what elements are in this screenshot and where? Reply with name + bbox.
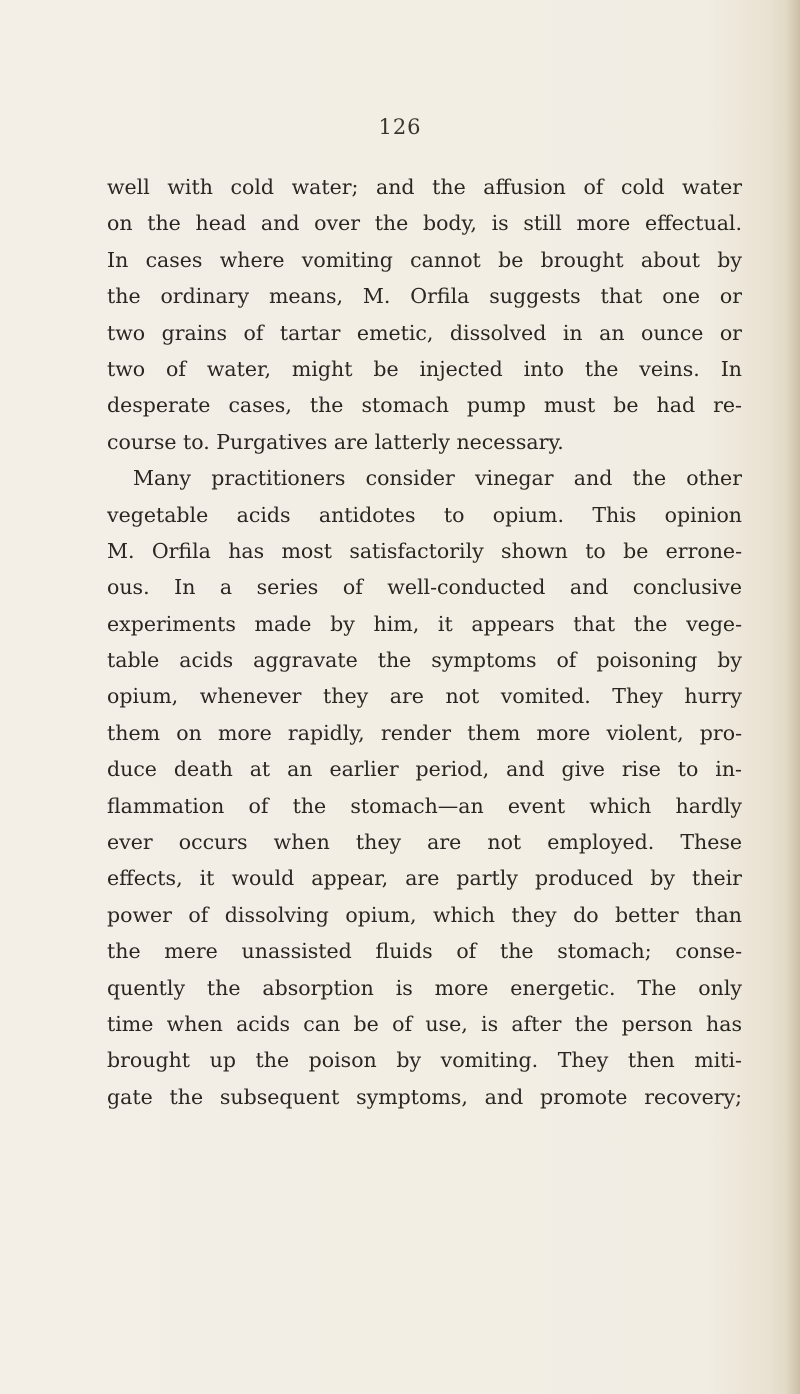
text-line: opium, whenever they are not vomited. They hurry	[107, 684, 742, 709]
text-line: M. Orfila has most satisfactorily shown to be errone-	[107, 538, 742, 563]
page-edge-shadow	[786, 0, 800, 1394]
text-line: Many practitioners consider vinegar and the other	[133, 466, 742, 491]
text-line: table acids aggravate the symptoms of poisoning by	[107, 648, 742, 673]
text-line: them on more rapidly, render them more violent, pro-	[107, 720, 742, 745]
text-line: desperate cases, the stomach pump must be had re-	[107, 393, 742, 418]
text-line: quently the absorption is more energetic. The only	[107, 975, 742, 1000]
text-line: course to. Purgatives are latterly necessary.	[107, 429, 564, 454]
text-line: power of dissolving opium, which they do better than	[107, 902, 742, 927]
text-line: the mere unassisted fluids of the stomach; conse-	[107, 939, 742, 964]
text-line: the ordinary means, M. Orfila suggests that one or	[107, 284, 742, 309]
text-line: effects, it would appear, are partly produced by their	[107, 866, 742, 891]
text-line: well with cold water; and the affusion of cold water	[107, 175, 742, 199]
text-line: ever occurs when they are not employed. These	[107, 830, 742, 855]
text-line: two of water, might be injected into the veins. In	[107, 356, 742, 381]
text-line: on the head and over the body, is still more effectual.	[107, 211, 742, 236]
text-line: duce death at an earlier period, and give rise to in-	[107, 757, 742, 782]
page-number: 126	[378, 115, 422, 139]
text-line: brought up the poison by vomiting. They then miti-	[107, 1048, 742, 1073]
body-text	[107, 169, 742, 1115]
text-line: two grains of tartar emetic, dissolved in an ounce or	[107, 320, 742, 345]
text-line: In cases where vomiting cannot be brought about by	[107, 247, 742, 272]
text-line: experiments made by him, it appears that the vege-	[107, 611, 742, 636]
text-line: gate the subsequent symptoms, and promote recovery;	[107, 1084, 742, 1109]
text-line: vegetable acids antidotes to opium. This opinion	[107, 502, 742, 527]
text-line: flammation of the stomach—an event which hardly	[107, 793, 742, 818]
text-line: ous. In a series of well-conducted and conclusive	[107, 575, 742, 600]
text-line: time when acids can be of use, is after the person has	[107, 1011, 742, 1036]
